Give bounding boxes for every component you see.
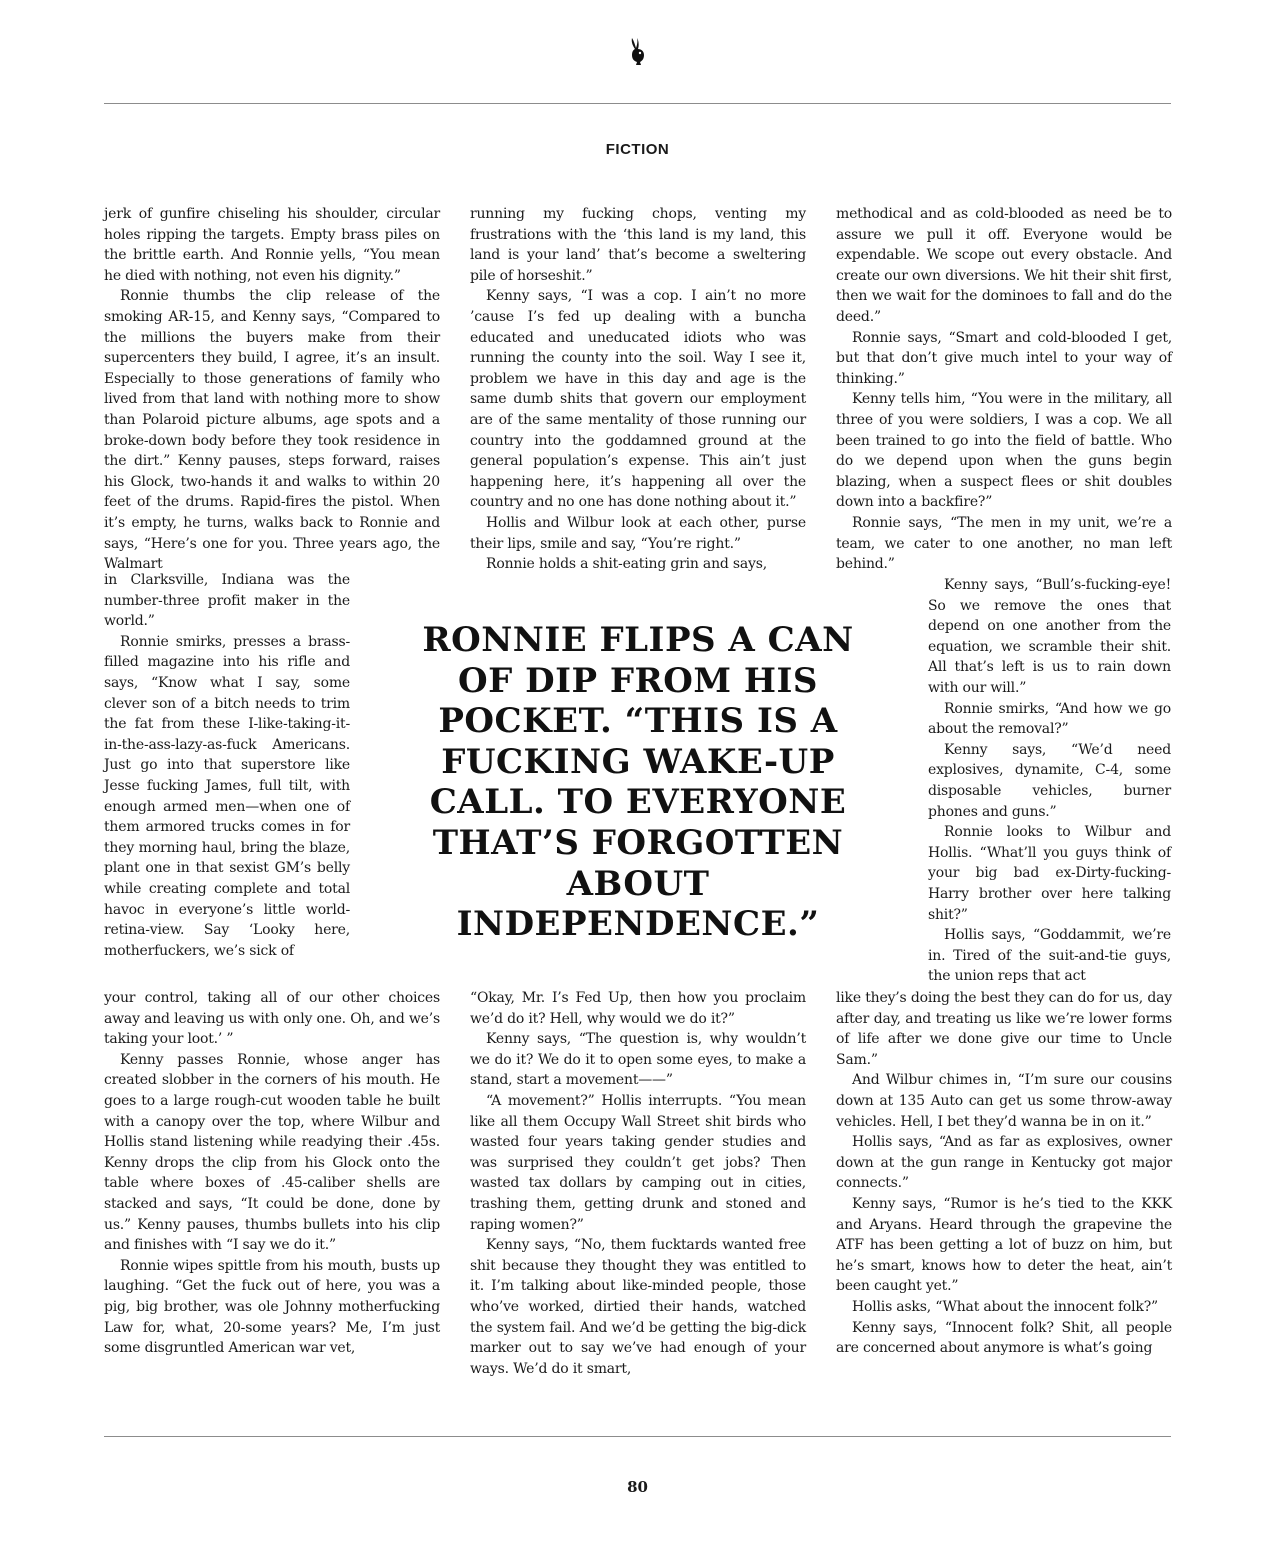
- paragraph: Kenny says, “Innocent folk? Shit, all people are concerned about anymore is what’s going: [836, 1319, 1172, 1357]
- footer-rule: [104, 1436, 1171, 1437]
- column-3-lower: [836, 988, 1172, 1359]
- paragraph: Kenny says, “I was a cop. I ain’t no more ’cause I’s fed up dealing with a buncha educated and uneducated idiots who was running the county into the soil. Way I see it, problem we have in this day and age is the same dumb shits that govern our employment are of the same mentality of those running our country into the goddamned ground at the general population’s expense. This ain’t just happening here, it’s happening all over the country and no one has done nothing about it.”: [470, 288, 806, 511]
- column-3-top: [836, 204, 1172, 575]
- paragraph: “Okay, Mr. I’s Fed Up, then how you proclaim we’d do it? Hell, why would we do it?”: [470, 990, 806, 1027]
- paragraph: Ronnie smirks, “And how we go about the removal?”: [928, 700, 1171, 738]
- paragraph: methodical and as cold-blooded as need be to assure we pull it off. Everyone would be expendable. We scope out every obstacle. And create our own diversions. We hit their shit first, then we wait for the dominoes to fall and do the deed.”: [836, 206, 1172, 325]
- paragraph: jerk of gunfire chiseling his shoulder, circular holes ripping the targets. Empty brass piles on the brittle earth. And Ronnie yells, “You mean he died with nothing, not even his dignity.”: [104, 206, 440, 284]
- page-number: 80: [627, 1478, 648, 1496]
- paragraph: in Clarksville, Indiana was the number-three profit maker in the world.”: [104, 572, 350, 630]
- column-2-top: [470, 204, 806, 575]
- paragraph: Hollis asks, “What about the innocent folk?”: [852, 1298, 1158, 1315]
- paragraph: Ronnie says, “Smart and cold-blooded I get, but that don’t give much intel to your way of thinking.”: [836, 329, 1172, 387]
- column-1-lower: [104, 988, 440, 1359]
- section-label: FICTION: [605, 141, 670, 158]
- paragraph: Kenny tells him, “You were in the military, all three of you were soldiers, I was a cop. We all been trained to go into the field of battle. Who do we depend upon when the guns begin blazing, when a suspect flees or shit doubles down into a backfire?”: [836, 391, 1172, 511]
- paragraph: Ronnie says, “The men in my unit, we’re a team, we cater to one another, no man left behind.”: [836, 514, 1172, 573]
- paragraph: running my fucking chops, venting my frustrations with the ‘this land is my land, this land is your land’ that’s become a sweltering pile of horseshit.”: [470, 206, 806, 284]
- paragraph: Ronnie smirks, presses a brass-filled magazine into his rifle and says, “Know what I say, some clever son of a bitch needs to trim the fat from these I-like-taking-it-in-the-ass-lazy-as-fuck Americans. Just go into that superstore like Jesse fucking James, full tilt, with enough armed men—when one of them armored trucks comes in for they morning haul, bring the blaze, plant one in that sexist GM’s belly while creating complete and total havoc in everyone’s little world-retina-view. Say ‘Looky here, motherfuckers, we’s sick of: [104, 633, 350, 959]
- paragraph: Kenny passes Ronnie, whose anger has created slobber in the corners of his mouth. He goes to a large rough-cut wooden table he built with a canopy over the top, where Wilbur and Hollis stand listening while readying their .45s. Kenny drops the clip from his Glock onto the table where boxes of .45-caliber shells are stacked and says, “It could be done, done by us.” Kenny pauses, thumbs bullets into his clip and finishes with “I say we do it.”: [104, 1051, 440, 1254]
- paragraph: Hollis says, “Goddammit, we’re in. Tired of the suit-and-tie guys, the union reps that act: [928, 927, 1171, 985]
- paragraph: “A movement?” Hollis interrupts. “You mean like all them Occupy Wall Street shit birds who wasted four years taking gender studies and was surprised they couldn’t get jobs? Then wasted tax dollars by camping out in cities, trashing them, getting drunk and stoned and raping women?”: [470, 1092, 806, 1233]
- column-3-wrap-around-pullquote: [928, 575, 1171, 987]
- paragraph: Hollis and Wilbur look at each other, purse their lips, smile and say, “You’re right.”: [470, 514, 806, 552]
- paragraph: Kenny says, “The question is, why wouldn’t we do it? We do it to open some eyes, to make a stand, start a movement——”: [470, 1031, 806, 1089]
- column-2-bottom: [470, 988, 806, 1379]
- column-1-wrap-around-pullquote: [104, 570, 350, 961]
- paragraph: Kenny says, “Bull’s-fucking-eye! So we remove the ones that depend on one another from the equation, we scramble their shit. All that’s left is us to rain down with our will.”: [928, 577, 1171, 696]
- header-rule: [104, 103, 1171, 104]
- paragraph: Ronnie looks to Wilbur and Hollis. “What’ll you guys think of your big bad ex-Dirty-fucking-Harry brother over here talking shit?”: [928, 824, 1171, 923]
- paragraph: like they’s doing the best they can do for us, day after day, and treating us like we’re lower forms of life after we done give our time to Uncle Sam.”: [836, 990, 1172, 1068]
- pull-quote: RONNIE FLIPS A CAN OF DIP FROM HIS POCKET. “THIS IS A FUCKING WAKE-UP CALL. TO EVERYONE THAT’S FORGOTTEN ABOUT INDEPENDENCE.”: [422, 620, 854, 945]
- paragraph: your control, taking all of our other choices away and leaving us with only one. Oh, and we’s taking your loot.’ ”: [104, 990, 440, 1048]
- column-1: [104, 204, 440, 575]
- paragraph: Ronnie holds a shit-eating grin and says,: [486, 556, 767, 573]
- playboy-bunny-logo-icon: [627, 36, 649, 66]
- paragraph: Kenny says, “Rumor is he’s tied to the KKK and Aryans. Heard through the grapevine the ATF has been getting a lot of buzz on him, but he’s smart, knows how to deter the heat, ain’t been caught yet.”: [836, 1195, 1172, 1295]
- paragraph: Kenny says, “No, them fucktards wanted free shit because they thought they was entitled to it. I’m talking about like-minded people, those who’ve worked, dirtied their hands, watched the system fail. And we’d be getting the big-dick marker out to say we’ve had enough of your ways. We’d do it smart,: [470, 1237, 806, 1377]
- paragraph: Ronnie wipes spittle from his mouth, busts up laughing. “Get the fuck out of here, you was a pig, big brother, was ole Johnny motherfucking Law for, what, 20-some years? Me, I’m just some disgruntled American war vet,: [104, 1257, 440, 1357]
- paragraph: Kenny says, “We’d need explosives, dynamite, C-4, some disposable vehicles, burner phones and guns.”: [928, 741, 1171, 820]
- paragraph: Ronnie thumbs the clip release of the smoking AR-15, and Kenny says, “Compared to the millions the buyers make from their supercenters they build, I agree, it’s an insult. Especially to those generations of family who lived from that land with nothing more to show than Polaroid picture albums, age spots and a broke-down body before they took residence in the dirt.” Kenny pauses, steps forward, raises his Glock, two-hands it and walks to within 20 feet of the drums. Rapid-fires the pistol. When it’s empty, he turns, walks back to Ronnie and says, “Here’s one for you. Three years ago, the Walmart: [104, 288, 440, 573]
- paragraph: And Wilbur chimes in, “I’m sure our cousins down at 135 Auto can get us some throw-away vehicles. Hell, I bet they’d wanna be in on it.”: [836, 1072, 1172, 1130]
- paragraph: Hollis says, “And as far as explosives, owner down at the gun range in Kentucky got major connects.”: [836, 1134, 1172, 1192]
